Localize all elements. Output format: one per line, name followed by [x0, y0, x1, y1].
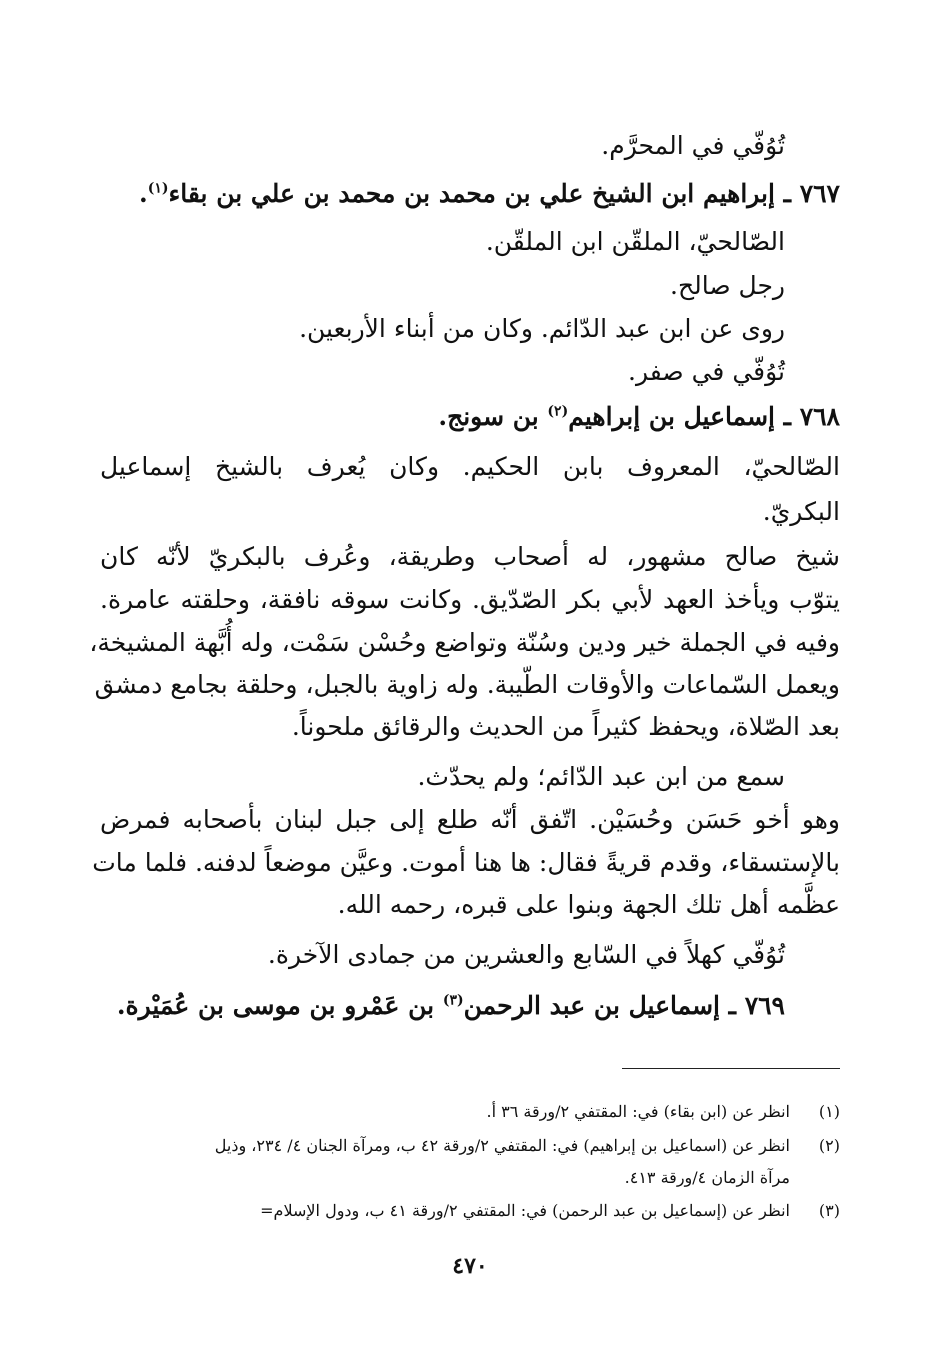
entry-768-title: ٧٦٨ ـ إسماعيل بن إبراهيم [568, 402, 840, 431]
text-line: تُوُفّي في صفر. [628, 357, 785, 386]
text-line: بعد الصّلاة، ويحفظ كثيراً من الحديث والرقائق ملحوناً. [291, 712, 840, 741]
text-line: سمع من ابن عبد الدّائم؛ ولم يحدّث. [417, 762, 785, 791]
text-line: رجل صالح. [670, 271, 785, 300]
text-line: الصّالحيّ، الملقّن ابن الملقّن. [485, 227, 785, 256]
entry-767-end: . [139, 179, 148, 208]
text-line: روى عن ابن عبد الدّائم. وكان من أبناء الأربعين. [299, 314, 785, 343]
footnote-2-continued [100, 1163, 840, 1193]
text-line: بالإستسقاء، وقدم قريةً فقال: ها هنا أموت. وعيَّن موضعاً لدفنه. فلما مات [92, 848, 840, 877]
page-number: ٤٧٠ [452, 1253, 488, 1279]
footnote-number: (٢) [818, 1136, 840, 1155]
entry-767-heading [100, 174, 840, 214]
entry-769-heading [100, 986, 785, 1026]
text-line: وفيه في الجملة خير ودين وسُنّة وتواضع وحُسْن سَمْت، وله أُبَّهة المشيخة، [89, 628, 840, 657]
footnote-number: (٣) [818, 1201, 840, 1220]
text-line: تُوُفّي في المحرَّم. [601, 131, 785, 160]
text-line: يتوّب ويأخذ العهد لأبي بكر الصّدّيق. وكانت سوقه نافقة، وحلقته عامرة. [100, 585, 840, 614]
footnote-2 [100, 1131, 840, 1161]
footnote-ref-1[interactable]: (١) [147, 180, 169, 197]
footnote-number: (١) [818, 1102, 840, 1121]
footnote-ref-2[interactable]: (٢) [547, 403, 569, 420]
text-line: عظَّمه أهل تلك الجهة وبنوا على قبره، رحمه الله. [337, 890, 840, 919]
text-line: وهو أخو حَسَن وحُسَيْن. اتّفق أنّه طلع إلى جبل لبنان بأصحابه فمرض [100, 805, 840, 834]
entry-767-title: ٧٦٧ ـ إبراهيم ابن الشيخ علي بن محمد بن محمد بن علي بن بقاء [168, 179, 840, 208]
entry-769-end: بن عَمْرو بن موسى بن عُمَيْرة. [116, 991, 443, 1020]
text-line: الصّالحيّ، المعروف بابن الحكيم. وكان يُعرف بالشيخ إسماعيل [100, 452, 840, 481]
text-line: ويعمل السّماعات والأوقات الطّيبة. وله زاوية بالجبل، وحلقة بجامع دمشق [94, 670, 840, 699]
footnote-divider [622, 1068, 840, 1069]
footnote-text: مرآة الزمان ٤/ورقة ٤١٣. [624, 1168, 790, 1187]
footnote-ref-3[interactable]: (٣) [442, 992, 464, 1009]
text-line: تُوُفّي كهلاً في السّابع والعشرين من جمادى الآخرة. [267, 940, 785, 969]
text-line: البكريّ. [762, 497, 840, 526]
entry-768-end: بن سونج. [438, 402, 548, 431]
text-line: شيخ صالح مشهور، له أصحاب وطريقة، وعُرف بالبكريّ لأنّه كان [100, 542, 840, 571]
entry-769-title: ٧٦٩ ـ إسماعيل بن عبد الرحمن [463, 991, 785, 1020]
footnote-text: انظر عن (اسماعيل بن إبراهيم) في: المقتفي ٢/ورقة ٤٢ ب، ومرآة الجنان ٤/ ٢٣٤، وذيل [214, 1136, 790, 1155]
footnote-text: انظر عن (ابن بقاء) في: المقتفي ٢/ورقة ٣٦ أ. [486, 1102, 790, 1121]
footnote-3 [100, 1196, 840, 1226]
entry-768-heading [100, 397, 840, 437]
footnote-text: انظر عن (إسماعيل بن عبد الرحمن) في: المقتفي ٢/ورقة ٤١ ب، ودول الإسلام= [260, 1201, 790, 1220]
footnote-1 [100, 1097, 840, 1127]
